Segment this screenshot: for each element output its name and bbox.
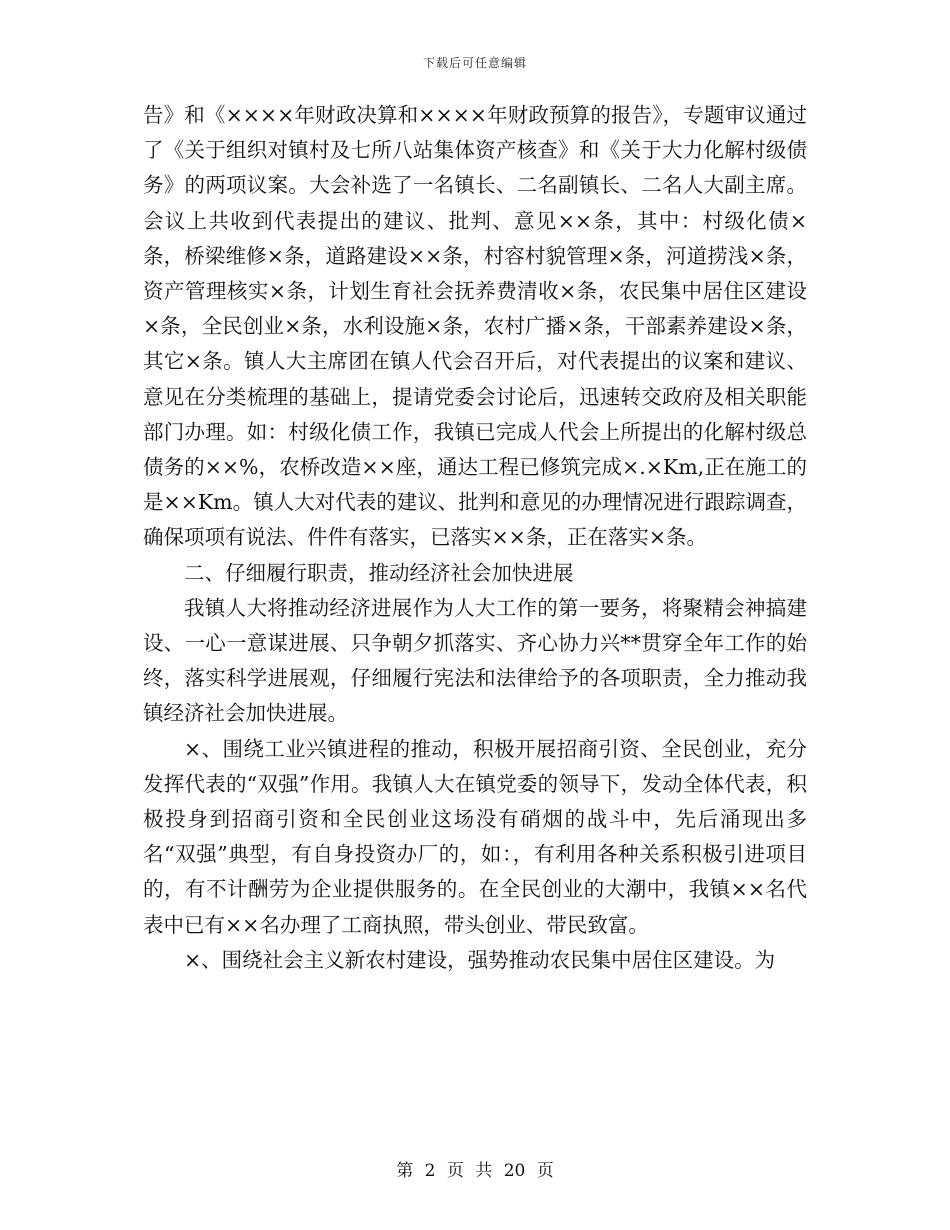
document-body [143, 98, 807, 978]
paragraph-3: 我镇人大将推动经济进展作为人大工作的第一要务，将聚精会神搞建设、一心一意谋进展、只争朝夕抓落实、齐心协力兴**贯穿全年工作的始终，落实科学进展观，仔细履行宪法和法律给予的各项职责，全力推动我镇经济社会加快进展。 [143, 595, 807, 726]
page-header-note: 下载后可任意编辑 [422, 56, 527, 70]
paragraph-4: ×、围绕工业兴镇进程的推动，积极开展招商引资、全民创业，充分发挥代表的“双强”作用。我镇人大在镇党委的领导下，发动全体代表，积极投身到招商引资和全民创业这场没有硝烟的战斗中，先后涌现出多名“双强”典型，有自身投资办厂的，如：，有利用各种关系积极引进项目的，有不计酬劳为企业提供服务的。在全民创业的大潮中，我镇××名代表中已有××名办理了工商执照，带头创业、带民致富。 [143, 736, 807, 937]
paragraph-5: ×、围绕社会主义新农村建设，强势推动农民集中居住区建设。为 [184, 947, 776, 972]
page-number-footer: 第 2 页 共 20 页 [396, 1161, 554, 1181]
section-heading-2: 二、仔细履行职责，推动经济社会加快进展 [184, 560, 574, 585]
paragraph-1: 告》和《××××年财政决算和××××年财政预算的报告》，专题审议通过了《关于组织对镇村及七所八站集体资产核查》和《关于大力化解村级债务》的两项议案。大会补选了一名镇长、二名副镇长、二名人大副主席。会议上共收到代表提出的建议、批判、意见××条，其中：村级化债×条，桥梁维修×条，道路建设××条，村容村貌管理×条，河道捞浅×条，资产管理核实×条，计划生育社会抚养费清收×条，农民集中居住区建设×条，全民创业×条，水利设施×条，农村广播×条，干部素养建设×条，其它×条。镇人大主席团在镇人代会召开后，对代表提出的议案和建议、意见在分类梳理的基础上，提请党委会讨论后，迅速转交政府及相关职能部门办理。如：村级化债工作，我镇已完成人代会上所提出的化解村级总债务的××%，农桥改造××座，通达工程已修筑完成×.×Km,正在施工的是××Km。镇人大对代表的建议、批判和意见的办理情况进行跟踪调查，确保项项有说法、件件有落实，已落实××条，正在落实×条。 [143, 103, 807, 550]
